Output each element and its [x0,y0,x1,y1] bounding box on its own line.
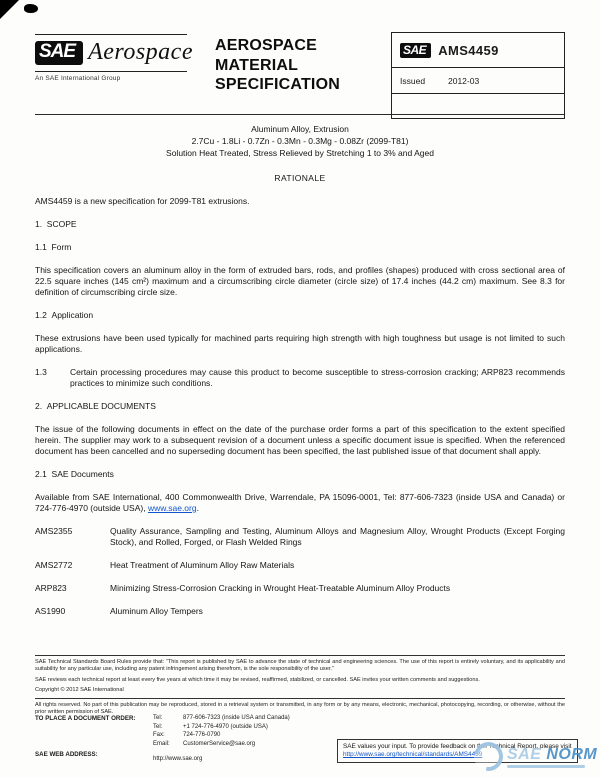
web-address-heading: SAE WEB ADDRESS: [35,751,98,758]
contact-row [153,732,290,739]
sae-logo-mark-small: SAE [400,43,431,58]
header-divider [35,114,565,115]
order-heading: TO PLACE A DOCUMENT ORDER: [35,715,136,722]
order-left-column [35,715,153,764]
feedback-link[interactable]: http://www.sae.org/technical/standards/AMS4459 [343,751,483,758]
section-2-heading: 2. APPLICABLE DOCUMENTS [35,401,156,411]
spec-box-title-row [392,33,564,68]
watermark-norm: NORM [546,745,598,763]
title-block [35,123,565,159]
spec-number: AMS4459 [438,42,499,58]
section-1-2-heading: 1.2 Application [35,310,94,320]
section-1-3 [35,367,565,389]
watermark-tagline-bar [507,765,585,768]
contact-label: Fax: [153,732,165,738]
title-line-1: Aluminum Alloy, Extrusion [251,124,349,134]
logo-tagline: An SAE International Group [35,75,121,82]
logo-row [35,34,193,72]
rationale-heading: RATIONALE [274,173,326,183]
document-title: Quality Assurance, Sampling and Testing, Aluminum Alloys and Magnesium Alloy, Wrought Products (Except Forging Stock), and Rolled, Forged, or Flash Welded Rings [110,526,565,547]
contact-row [153,715,290,722]
title-line-2: 2.7Cu - 1.8Li - 0.7Zn - 0.3Mn - 0.3Mg - 0.08Zr (2099-T81) [191,136,409,146]
contact-value: 877-606-7323 (inside USA and Canada) [183,715,290,721]
contact-value: 724-776-0790 [183,732,221,738]
document-title: Heat Treatment of Aluminum Alloy Raw Materials [110,560,295,570]
scan-artifact-corner [0,0,19,19]
document-row [35,560,565,571]
legal-text-2: SAE reviews each technical report at least every five years at which time it may be revised, reaffirmed, stabilized, or cancelled. SAE invites your written comments and suggestions. [35,676,480,683]
document-title: Minimizing Stress-Corrosion Cracking in Wrought Heat-Treatable Aluminum Alloy Products [110,583,451,593]
aerospace-wordmark: Aerospace [88,39,193,65]
web-address-row [153,756,290,763]
document-code: ARP823 [35,583,67,593]
document-body [35,196,565,629]
contact-label: Tel: [153,723,163,730]
order-right-column [153,715,290,764]
spec-box-issued-row [392,68,564,94]
issued-label: Issued [400,75,426,86]
section-2-text: The issue of the following documents in effect on the date of the purchase order forms a part of this specification to the extent specified herein. The supplier may work to a subsequent revision of a document unless a specific document issue is specified. When the referenced document has been cancelled and no superseding document has been specified, the last published issue of that document shall apply. [35,424,565,456]
watermark-text [507,746,597,768]
section-1-1-text: This specification covers an aluminum alloy in the form of extruded bars, rods, and profiles (shapes) produced with cross sectional area of 22.5 square inches (145 cm²) maximum and a circumscribing circle diameter (circle size) of 17.4 inches (44.2 cm) maximum. See 8.3 for definition of circumscribing circle size. [35,265,565,297]
rights-text: All rights reserved. No part of this publication may be reproduced, stored in a retrieval system or transmitted, in any form or by any means, electronic, mechanical, photocopying, recording, or otherwise, without the prior written permission of SAE. [35,702,565,715]
header [35,30,565,114]
copyright-text: Copyright © 2012 SAE International [35,687,124,693]
rationale-text: AMS4459 is a new specification for 2099-T81 extrusions. [35,196,250,206]
document-title: Aluminum Alloy Tempers [110,606,203,616]
contact-value: +1 724-776-4970 (outside USA) [183,723,268,730]
availability-text: Available from SAE International, 400 Commonwealth Drive, Warrendale, PA 15096-0001, Tel: 877-606-7323 (inside USA and Canada) or 724-776-4970 (outside USA), [35,492,565,513]
legal-text-1: SAE Technical Standards Board Rules provide that: “This report is published by SAE to advance the state of technical and engineering sciences. The use of this report is entirely voluntary, and its applicability and suitability for any particular use, including any patent infringement arising therefrom, is the sole responsibility of the user.” [35,659,565,672]
web-address-url[interactable]: http://www.sae.org [153,755,203,762]
feedback-text: SAE values your input. To provide feedback on this Technical Report, please visit [343,743,572,750]
order-section [35,715,335,764]
section-1-heading: 1. SCOPE [35,219,77,229]
contact-label: Email: [153,740,170,747]
document-code: AMS2772 [35,560,73,570]
contact-row [153,741,290,748]
sae-org-link[interactable]: www.sae.org [147,503,197,513]
section-1-3-number: 1.3 [35,367,47,377]
sae-logo-mark: SAE [35,41,83,65]
spec-number-box [391,32,565,119]
issued-date: 2012-03 [448,75,480,86]
section-1-1-heading: 1.1 Form [35,242,72,252]
document-code: AMS2355 [35,526,73,536]
contact-email-value[interactable]: CustomerService@sae.org [183,740,256,747]
footer-divider [35,698,565,699]
footer-legal [35,655,565,720]
availability-text-end: . [196,503,199,513]
scan-artifact-blob [24,4,38,13]
section-2-1-text [35,492,565,514]
section-1-2-text: These extrusions have been used typically for machined parts requiring high strength with high toughness but usage is not limited to such applications. [35,333,565,354]
title-line-3: Solution Heat Treated, Stress Relieved by Stretching 1 to 3% and Aged [166,148,434,158]
section-1-3-text: Certain processing procedures may cause this product to become susceptible to stress-corrosion cracking; ARP823 recommends practices to minimize such conditions. [70,367,565,388]
sae-norm-watermark [474,742,597,771]
document-row [35,526,565,548]
watermark-globe-icon [468,736,508,776]
document-row [35,606,565,617]
watermark-sae: SAE [507,745,542,763]
contact-row [153,724,290,731]
contact-label: Tel: [153,715,163,721]
document-row [35,583,565,594]
sae-aerospace-logo [35,34,193,82]
document-type-title: AEROSPACE MATERIAL SPECIFICATION [215,37,340,93]
section-2-1-heading: 2.1 SAE Documents [35,469,114,479]
document-code: AS1990 [35,606,66,616]
